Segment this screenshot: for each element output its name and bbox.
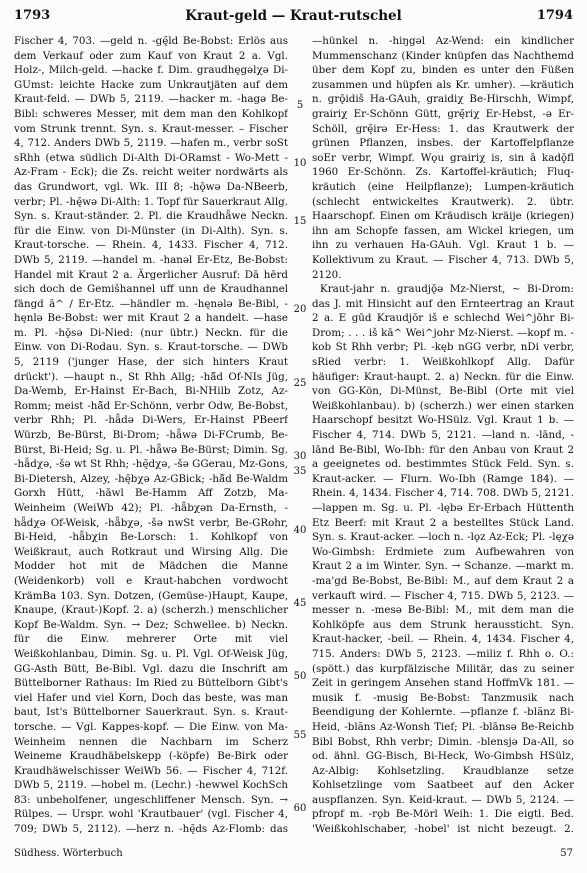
line-number: 60 — [293, 803, 307, 814]
line-number: 55 — [293, 730, 307, 741]
footer-sheet-number: 57 — [560, 848, 573, 859]
line-number: 40 — [293, 525, 307, 536]
line-number: 25 — [293, 378, 307, 389]
right-column — [312, 34, 574, 839]
entry-paragraph: Kraut-jahr n. graudjǭə Mz-Nierst, ∼ Bi-Drom: das J. mit Hinsicht auf den Ernteertrag an Kraut 2 a. E gūd Kraudjōr iš e schlechd Wei^jōhr Bi-Drom; . . . iš kā^ Wei^johr Mz-Nierst. —kopf m. -kob St Rhh verbr; Pl. -kęb nGG verbr, nDi verbr, sRied verbr: 1. Weißkohlkopf Allg. Dafür häufiger: Kraut-haupt. 2. a) Neckn. für die Einw. von GG-Kön, Di-Münst, Be-Bibl (Orte mit viel Weißkohlanbau). b) (scherzh.) wer einen starken Haarschopf besitzt Wo-HSülz. Vgl. Kraut 1 b. — Fischer 4, 714. DWb 5, 2121. —land n. -lānd, -lānd Be-Bibl, Wo-Ibh: für den Anbau von Kraut 2 a geeignetes od. bestimmtes Stück Feld. Syn. s. Kraut-acker. — Flurn. Wo-Ibh (Ramge 184). — Rhein. 4, 1434. Fischer 4, 714. 708. DWb 5, 2121. —lappen m. Sg. u. Pl. -lębə Er-Erbach Hüttenth Etz Beerf: mit Kraut 2 a bestelltes Stück Land. Syn. s. Kraut-acker. —loch n. -lǫz Az-Eck; Pl. -lęχə Wo-Gimbsh: Erdmiete zum Aufbewahren von Kraut 2 a im Winter. Syn. → Schanze. —markt m. -ma'gd Be-Bobst, Be-Bibl: M., auf dem Kraut 2 a verkauft wird. — Fischer 4, 715. DWb 5, 2123. —messer n. -mesə Be-Bibl: M., mit dem man die Kohlköpfe aus dem Strunk heraussticht. Syn. Kraut-hacker, -beil. — Rhein. 4, 1434. Fischer 4, 715. Anders: DWb 5, 2123. —miliz f. Rhh o. O.: (spött.) das kurpfälzische Militär, das zu seiner Zeit in geringem Ansehen stand HoffmVk 181. —musik f. -musig Be-Bobst: Tanzmusik nach Beendigung der Kohlernte. —pflanze f. -blãnz Bi-Heid, -blãns Az-Wonsh Tief; Pl. -blānsə Be-Reichb Bibl Bobst, Rhh verbr; Dimin. -blensjə Da-All, so od. ähnl. GG-Bisch, Bi-Heck, Wo-Gimbsh HSülz, Az-Albig: Kohlsetzling. Kraudblanze setze Kohlsetzlinge vom Saatbeet auf den Acker auspflanzen. Syn. Keid-kraut. — DWb 5, 2124. —pfropf m. -rǫb Be-Mörl Weih: 1. Die eigtl. Bed. 'Weißkohlschaber, -hobel' ist nicht bezeugt. 2. — [312, 283, 574, 836]
entry-paragraph: —hünkel n. -hiŋgəl Az-Wend: ein kindlicher Mummenschanz (Kinder knüpfen das Nachthemd über dem Kopf zu, binden es unter den Füßen zusammen und hüpfen als Kr. umher). —kräutich n. grǭidiš Ha-GAuh, graidiχ Be-Hirschh, Wimpf, grairiχ Er-Schönn Gütt, grę̄riχ Er-Hebst, -ə Er-Schöll, grę̄irə Er-Hess: 1. das Krautwerk der grünen Pflanzen, insbes. der Kartoffelpflanze soEr verbr, Wimpf. Wǫu grairiχ is, sin ā kadǭfl 1960 Er-Schönn. Zs. Kartoffel-kräutich; Fluq-kräutich (eine Heilpflanze); Lumpen-kräutich (schlecht entwickeltes Krautwerk). 2. übtr. Haarschopf. Einen om Kräudisch kräije (kriegen) ihn am Schopfe fassen, am Wickel kriegen, um ihn zu verhauen Ha-GAuh. Vgl. Kraut 1 b. — Kollektivum zu Kraut. — Fischer 4, 713. DWb 5, 2120. — [312, 35, 574, 281]
line-number: 45 — [293, 598, 307, 609]
line-number: 15 — [293, 216, 307, 227]
line-number: 30 — [293, 451, 307, 462]
running-head: Kraut-geld — Kraut-rutschel — [185, 8, 402, 24]
line-number: 35 — [293, 466, 307, 477]
entry-paragraph: Fischer 4, 703. —geld n. -gę̄ld Be-Bobst: Erlös aus dem Verkauf oder zum Kauf von Kraut 2 a. Vgl. Holz-, Milch-geld. —hacke f. Dim. graudhęgəlχə Di-GUmst: leichte Hacke zum Unkrautjäten auf dem Kraut-feld. — DWb 5, 2119. —hacker m. -hagə Be-Bibl: schweres Messer, mit dem man den Kohlkopf vom Strunk trennt. Syn. s. Kraut-messer. – Fischer 4, 712. Anders DWb 5, 2119. —hafen m., verbr soSt sRhh (etwa südlich Di-Alth Di-ORamst - Wo-Mett - Az-Fram - Eck); die Zs. reicht weiter nordwärts als das Grundwort, vgl. Wk. III 8; -hǭwə Da-NBeerb, verbr; Pl. -hę̄wə Di-Alth: 1. Topf für Sauerkraut Allg. Syn. s. Kraut-ständer. 2. Pl. die Kraudhǟwe Neckn. für die Einw. von Di-Münster (in Di-Alth). Syn. s. Kraut-torsche. — Rhein. 4, 1433. Fischer 4, 712. DWb 5, 2119. —handel m. -hanəl Er-Etz, Be-Bobst: Handel mit Kraut 2 a. Ärgerlicher Ausruf: Dā hērd sich doch de Gemišhannel uff unn de Kraudhannel fängd ā^ / Er-Etz. —händler m. -hęnələ Be-Bibl, -hęnlə Be-Bobst: wer mit Kraut 2 a handelt. —hase m. Pl. -hǭsə Di-Nied: (nur übtr.) Neckn. für die Einw. von Di-Rodau. Syn. s. Kraut-torsche. — DWb 5, 2119 ('junger Hase, der sich hinters Kraut drückt'). —haupt n., St Rhh Allg; -hā̃d Of-NIs Jüg, Da-Wemb, Er-Hainst Er-Bach, Bi-NHilb Zotz, Az-Romm; meist -hā̃d Er-Schönn, verbr Odw, Be-Bobst, verbr Rhh; Pl. -hǟdə Di-Wers, Er-Hainst PBeerf Würzb, Be-Bürst, Bi-Drom; -hǟwə Di-FCrumb, Be-Bürst, Bi-Heid; Sg. u. Pl. -hǟwə Be-Bürst; Dimin. Sg. -hǟdχə, -šə wt St Rhh; -hę̄dχə, -šə GGerau, Mz-Gons, Bi-Dietersh, Alzey, -hę̄bχə Az-GBick; -hā̃d Be-Waldm Gorxh Hütt, -hāwl Be-Hamm Aff Zotzb, Ma-Weinheim (WeiWb 42); Pl. -hǟbχən Da-Ernsth, -hǟdχə Of-Weisk, -hǟbχə, -šə nwSt verbr, Be-GRohr, Bi-Heid, -hǟbχin Be-Lorsch: 1. Kohlkopf von Weißkraut, auch Rotkraut und Wirsing Allg. Die Modder hot mit de Mädchen die Manne (Weidenkorb) voll e Kraut-habchen vordwocht KrämBa 103. Syn. Dotzen, (Gemüse-)Haupt, Kaupe, Knaupe, (Kraut-)Kopf. 2. a) (scherzh.) menschlicher Kopf Be-Waldm. Syn. → Dez; Schwellee. b) Neckn. für die Einw. mehrerer Orte mit viel Weißkohlanbau, Dimin. Sg. u. Pl. Vgl. Of-Weisk Jüg, GG-Asth Bütt, Be-Bibl. Vgl. dazu die Inschrift am Büttelborner Rathaus: Im Ried zu Büttelborn Gibt's viel Hafer und viel Korn, Doch das beste, was man baut, Ist's Büttelborner Sauerkraut. Syn. s. Kraut-torsche. — Vgl. Kappes-kopf. — Die Einw. von Ma-Weinheim nennen die Nachbarn im Scherz Weineme Kraudhäbelskepp (-köpfe) Be-Birk oder Kraudhäwelschisser WeiWb 56. — Fischer 4, 712f. DWb 5, 2119. —hobel m. (Lechr.) -hewwel KochSch 83: unbeholfener, ungeschliffener Mensch. Syn. → Rülpes. — Urspr. wohl 'Krautbauer' (vgl. Fischer 4, 709; DWb 5, 2112). —herz n. -hę̄ds Az-Flomb: das — [14, 35, 288, 836]
line-number: 50 — [293, 671, 307, 682]
line-number: 10 — [293, 158, 307, 169]
page-number-right: 1794 — [536, 8, 573, 23]
left-column — [14, 34, 288, 839]
line-number: 5 — [296, 100, 304, 111]
line-number: 20 — [293, 304, 307, 315]
page-number-left: 1793 — [14, 8, 51, 23]
footer-publication: Südhess. Wörterbuch — [14, 848, 123, 859]
